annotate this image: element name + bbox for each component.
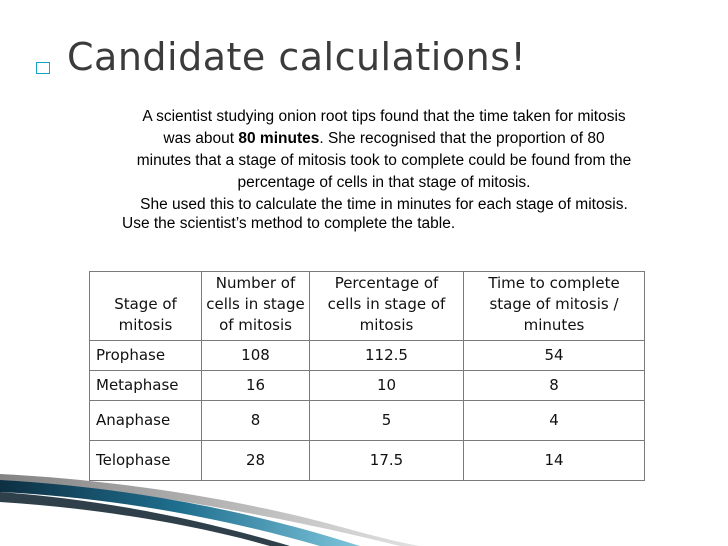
value-cell: 4 (464, 401, 645, 441)
intro-line: minutes that a stage of mitosis took to complete could be found from the (136, 152, 632, 169)
stage-cell: Telophase (90, 441, 202, 481)
table-row (90, 371, 645, 401)
column-header-line: cells in stage (206, 295, 305, 313)
column-header-line: Number of (215, 274, 296, 292)
column-header-line: cells in stage of (327, 295, 446, 313)
column-header (310, 272, 464, 341)
mitosis-table (89, 271, 645, 481)
intro-emphasis: 80 minutes (238, 130, 320, 147)
intro-line: A scientist studying onion root tips found that the time taken for mitosis (142, 108, 626, 125)
table-header-row (90, 272, 645, 341)
instruction-text: Use the scientist’s method to complete the table. (122, 215, 456, 232)
slide-title: Candidate calculations! (67, 35, 527, 79)
column-header-line: minutes (523, 316, 585, 334)
column-header-line: mitosis (359, 316, 414, 334)
value-cell: 14 (464, 441, 645, 481)
intro-line: percentage of cells in that stage of mitosis. (237, 174, 531, 191)
table-body (90, 341, 645, 481)
value-cell: 8 (464, 371, 645, 401)
decorative-swoosh (0, 470, 728, 546)
intro-text (88, 106, 680, 216)
value-cell: 112.5 (310, 341, 464, 371)
column-header (464, 272, 645, 341)
column-header-line: stage of mitosis / (489, 295, 619, 313)
value-cell: 28 (202, 441, 310, 481)
intro-text-segment: . She recognised that the proportion of 80 (319, 130, 605, 147)
column-header-line: Percentage of (334, 274, 439, 292)
value-cell: 10 (310, 371, 464, 401)
value-cell: 8 (202, 401, 310, 441)
value-cell: 54 (464, 341, 645, 371)
title-bullet-icon (36, 62, 50, 74)
value-cell: 5 (310, 401, 464, 441)
stage-cell: Prophase (90, 341, 202, 371)
table-row (90, 401, 645, 441)
column-header-line: Time to complete (488, 274, 620, 292)
column-header-line: Stage of (114, 295, 177, 313)
column-header-line: of mitosis (219, 316, 292, 334)
column-header (202, 272, 310, 341)
value-cell: 16 (202, 371, 310, 401)
stage-cell: Metaphase (90, 371, 202, 401)
value-cell: 108 (202, 341, 310, 371)
value-cell: 17.5 (310, 441, 464, 481)
stage-cell: Anaphase (90, 401, 202, 441)
column-header-line: mitosis (118, 316, 173, 334)
intro-text-segment: was about (163, 130, 239, 147)
intro-line (88, 128, 680, 150)
table-row (90, 341, 645, 371)
column-header (90, 272, 202, 341)
intro-line: She used this to calculate the time in minutes for each stage of mitosis. (140, 196, 628, 213)
